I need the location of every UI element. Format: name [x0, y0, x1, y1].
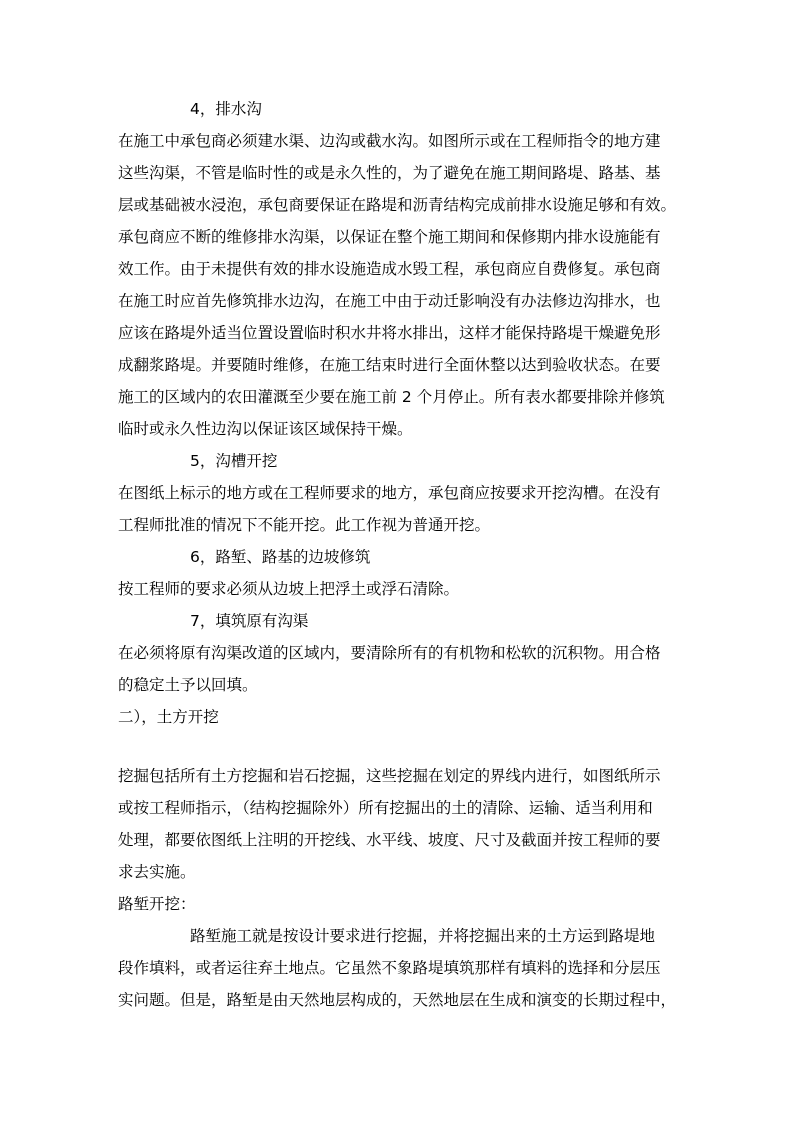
paragraph-line: 在图纸上标示的地方或在工程师要求的地方，承包商应按要求开挖沟槽。在没有: [118, 484, 661, 502]
paragraph-line: 路堑施工就是按设计要求进行挖掘，并将挖掘出来的土方运到路堤地: [190, 927, 656, 945]
paragraph-line: 承包商应不断的维修排水沟渠，以保证在整个施工期间和保修期内排水设施能有: [118, 228, 661, 246]
paragraph-line: 这些沟渠，不管是临时性的或是永久性的，为了避免在施工期间路堤、路基、基: [118, 164, 661, 182]
paragraph-line: 按工程师的要求必须从边坡上把浮土或浮石清除。: [118, 580, 460, 598]
paragraph-line: 段作填料，或者运往弃土地点。它虽然不象路堤填筑那样有填料的选择和分层压: [118, 959, 661, 977]
paragraph-line: 工程师批准的情况下不能开挖。此工作视为普通开挖。: [118, 516, 491, 534]
paragraph-line: 临时或永久性边沟以保证该区域保持干燥。: [118, 420, 413, 438]
paragraph-line: 的稳定土予以回填。: [118, 676, 258, 694]
paragraph-line: 效工作。由于未提供有效的排水设施造成水毁工程，承包商应自费修复。承包商: [118, 260, 661, 278]
paragraph-line: 求去实施。: [118, 863, 196, 881]
paragraph-line: 或按工程师指示，（结构挖掘除外）所有挖掘出的土的清除、运输、适当利用和: [118, 799, 653, 817]
section-heading-earthwork: 二），土方开挖: [118, 708, 219, 726]
subheading-cut-excavation: 路堑开挖：: [118, 895, 196, 913]
heading-drainage-ditch: 4，排水沟: [190, 100, 262, 118]
paragraph-line: 在施工中承包商必须建水渠、边沟或截水沟。如图所示或在工程师指令的地方建: [118, 132, 661, 150]
paragraph-line: 施工的区域内的农田灌溉至少要在施工前 2 个月停止。所有表水都要排除并修筑: [118, 388, 665, 406]
heading-trench-excavation: 5，沟槽开挖: [190, 452, 278, 470]
heading-slope-construction: 6，路堑、路基的边坡修筑: [190, 548, 371, 566]
heading-fill-ditch: 7，填筑原有沟渠: [190, 612, 309, 630]
paragraph-line: 处理，都要依图纸上注明的开挖线、水平线、坡度、尺寸及截面并按工程师的要: [118, 831, 661, 849]
paragraph-line: 实问题。但是，路堑是由天然地层构成的，天然地层在生成和演变的长期过程中，: [118, 991, 677, 1009]
paragraph-line: 应该在路堤外适当位置设置临时积水井将水排出，这样才能保持路堤干燥避免形: [118, 324, 661, 342]
paragraph-line: 在施工时应首先修筑排水边沟，在施工中由于动迁影响没有办法修边沟排水，也: [118, 292, 661, 310]
paragraph-line: 挖掘包括所有土方挖掘和岩石挖掘，这些挖掘在划定的界线内进行，如图纸所示: [118, 767, 661, 785]
paragraph-line: 成翻浆路堤。并要随时维修，在施工结束时进行全面休整以达到验收状态。在要: [118, 356, 661, 374]
paragraph-line: 层或基础被水浸泡，承包商要保证在路堤和沥青结构完成前排水设施足够和有效。: [118, 196, 677, 214]
paragraph-line: 在必须将原有沟渠改道的区域内，要清除所有的有机物和松软的沉积物。用合格: [118, 644, 661, 662]
